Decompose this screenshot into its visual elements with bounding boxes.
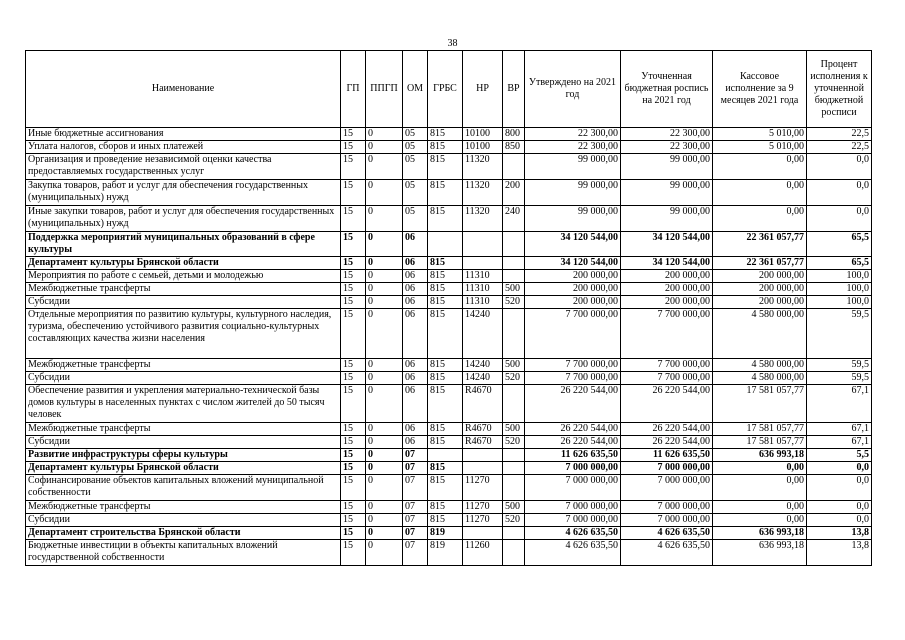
table-row [26,501,872,514]
cell-name: Софинансирование объектов капитальных вложений муниципальной собственности [26,475,341,501]
cell-approved: 7 000 000,00 [525,501,621,514]
table-row [26,527,872,540]
cell-percent: 67,1 [807,436,872,449]
cell-approved: 99 000,00 [525,154,621,180]
cell-gp: 15 [341,462,366,475]
cell-approved: 26 220 544,00 [525,385,621,423]
table-row [26,296,872,309]
cell-vr: 200 [503,180,525,206]
cell-ppgp: 0 [366,501,403,514]
cell-grbs: 815 [428,206,463,232]
cell-np: 10100 [463,128,503,141]
cell-gp: 15 [341,372,366,385]
cell-cash: 636 993,18 [713,540,807,566]
cell-percent: 100,0 [807,283,872,296]
cell-percent: 22,5 [807,141,872,154]
cell-approved: 200 000,00 [525,270,621,283]
cell-refined: 7 000 000,00 [621,462,713,475]
cell-percent: 0,0 [807,462,872,475]
cell-om: 05 [403,141,428,154]
cell-cash: 0,00 [713,206,807,232]
cell-om: 06 [403,232,428,257]
table-row [26,206,872,232]
cell-vr: 500 [503,283,525,296]
table-row [26,180,872,206]
cell-gp: 15 [341,180,366,206]
cell-np [463,527,503,540]
cell-refined: 26 220 544,00 [621,385,713,423]
header-grbs: ГРБС [428,51,463,128]
cell-refined: 200 000,00 [621,283,713,296]
cell-grbs: 815 [428,296,463,309]
cell-name: Департамент культуры Брянской области [26,462,341,475]
cell-vr: 520 [503,372,525,385]
cell-percent: 67,1 [807,385,872,423]
cell-vr [503,270,525,283]
cell-cash: 22 361 057,77 [713,257,807,270]
cell-ppgp: 0 [366,180,403,206]
cell-vr [503,257,525,270]
cell-refined: 34 120 544,00 [621,232,713,257]
cell-refined: 4 626 635,50 [621,527,713,540]
cell-np: 11310 [463,283,503,296]
cell-name: Межбюджетные трансферты [26,359,341,372]
cell-om: 07 [403,514,428,527]
cell-om: 07 [403,501,428,514]
cell-ppgp: 0 [366,449,403,462]
cell-gp: 15 [341,154,366,180]
cell-gp: 15 [341,206,366,232]
cell-approved: 26 220 544,00 [525,436,621,449]
cell-cash: 0,00 [713,475,807,501]
cell-name: Организация и проведение независимой оценки качества предоставляемых государственных услуг [26,154,341,180]
cell-ppgp: 0 [366,527,403,540]
table-row [26,372,872,385]
cell-refined: 22 300,00 [621,141,713,154]
cell-approved: 7 000 000,00 [525,514,621,527]
cell-grbs: 815 [428,309,463,359]
cell-approved: 200 000,00 [525,296,621,309]
cell-vr [503,449,525,462]
cell-om: 06 [403,385,428,423]
table-row [26,232,872,257]
cell-approved: 7 000 000,00 [525,462,621,475]
cell-percent: 0,0 [807,514,872,527]
cell-percent: 5,5 [807,449,872,462]
cell-np [463,462,503,475]
cell-approved: 22 300,00 [525,141,621,154]
header-np: НР [463,51,503,128]
cell-name: Уплата налогов, сборов и иных платежей [26,141,341,154]
cell-np [463,257,503,270]
header-vr: ВР [503,51,525,128]
cell-cash: 0,00 [713,154,807,180]
cell-om: 06 [403,423,428,436]
cell-approved: 22 300,00 [525,128,621,141]
header-cash: Кассовое исполнение за 9 месяцев 2021 года [713,51,807,128]
page-number: 38 [447,38,458,49]
table-row [26,423,872,436]
cell-vr [503,385,525,423]
cell-refined: 99 000,00 [621,154,713,180]
cell-vr: 500 [503,423,525,436]
cell-gp: 15 [341,385,366,423]
cell-grbs: 815 [428,423,463,436]
cell-name: Субсидии [26,372,341,385]
cell-gp: 15 [341,475,366,501]
cell-gp: 15 [341,283,366,296]
cell-cash: 200 000,00 [713,270,807,283]
header-row [26,51,872,128]
cell-refined: 200 000,00 [621,296,713,309]
cell-vr [503,154,525,180]
cell-cash: 5 010,00 [713,141,807,154]
header-ppgp: ППГП [366,51,403,128]
cell-om: 07 [403,449,428,462]
table-row [26,141,872,154]
cell-np: 11270 [463,501,503,514]
cell-percent: 59,5 [807,309,872,359]
cell-percent: 13,8 [807,540,872,566]
cell-approved: 200 000,00 [525,283,621,296]
cell-refined: 4 626 635,50 [621,540,713,566]
cell-grbs: 815 [428,462,463,475]
cell-cash: 636 993,18 [713,449,807,462]
cell-ppgp: 0 [366,257,403,270]
cell-gp: 15 [341,270,366,283]
cell-om: 06 [403,436,428,449]
cell-ppgp: 0 [366,309,403,359]
cell-name: Субсидии [26,514,341,527]
cell-name: Субсидии [26,436,341,449]
cell-om: 06 [403,296,428,309]
table-row [26,514,872,527]
cell-name: Развитие инфраструктуры сферы культуры [26,449,341,462]
cell-grbs: 815 [428,436,463,449]
cell-om: 06 [403,257,428,270]
cell-approved: 7 700 000,00 [525,372,621,385]
cell-np: 14240 [463,372,503,385]
cell-grbs: 815 [428,372,463,385]
table-row [26,540,872,566]
cell-ppgp: 0 [366,372,403,385]
cell-gp: 15 [341,514,366,527]
cell-ppgp: 0 [366,385,403,423]
cell-name: Обеспечение развития и укрепления материально-технической базы домов культуры в населенных пунктах с числом жителей до 50 тысяч человек [26,385,341,423]
cell-ppgp: 0 [366,514,403,527]
cell-np: 11310 [463,296,503,309]
cell-om: 05 [403,180,428,206]
cell-grbs: 815 [428,154,463,180]
cell-gp: 15 [341,501,366,514]
cell-om: 06 [403,359,428,372]
cell-cash: 17 581 057,77 [713,385,807,423]
cell-np [463,232,503,257]
cell-np: 11260 [463,540,503,566]
cell-np: 11320 [463,206,503,232]
cell-grbs: 815 [428,359,463,372]
cell-cash: 636 993,18 [713,527,807,540]
cell-gp: 15 [341,423,366,436]
cell-percent: 59,5 [807,372,872,385]
cell-ppgp: 0 [366,359,403,372]
cell-refined: 26 220 544,00 [621,436,713,449]
table-row [26,154,872,180]
cell-name: Межбюджетные трансферты [26,283,341,296]
cell-vr: 520 [503,514,525,527]
cell-vr [503,527,525,540]
cell-refined: 34 120 544,00 [621,257,713,270]
cell-vr: 850 [503,141,525,154]
cell-refined: 7 700 000,00 [621,359,713,372]
cell-percent: 100,0 [807,270,872,283]
cell-refined: 200 000,00 [621,270,713,283]
cell-name: Межбюджетные трансферты [26,423,341,436]
cell-vr [503,475,525,501]
cell-approved: 34 120 544,00 [525,232,621,257]
cell-np: R4670 [463,385,503,423]
cell-cash: 4 580 000,00 [713,372,807,385]
cell-gp: 15 [341,359,366,372]
cell-name: Бюджетные инвестиции в объекты капитальных вложений государственной собственности [26,540,341,566]
cell-ppgp: 0 [366,206,403,232]
cell-refined: 7 700 000,00 [621,372,713,385]
header-refined: Уточненная бюджетная роспись на 2021 год [621,51,713,128]
cell-name: Субсидии [26,296,341,309]
cell-grbs: 815 [428,141,463,154]
cell-np: 11320 [463,180,503,206]
table-body [26,128,872,566]
cell-om: 07 [403,540,428,566]
cell-grbs: 815 [428,257,463,270]
cell-refined: 22 300,00 [621,128,713,141]
cell-np: 11270 [463,514,503,527]
cell-cash: 17 581 057,77 [713,436,807,449]
cell-percent: 59,5 [807,359,872,372]
cell-gp: 15 [341,436,366,449]
cell-grbs: 815 [428,128,463,141]
cell-percent: 0,0 [807,154,872,180]
header-name: Наименование [26,51,341,128]
cell-refined: 7 000 000,00 [621,475,713,501]
cell-gp: 15 [341,257,366,270]
cell-grbs: 815 [428,180,463,206]
cell-percent: 13,8 [807,527,872,540]
cell-gp: 15 [341,540,366,566]
cell-approved: 4 626 635,50 [525,527,621,540]
table-row [26,359,872,372]
cell-om: 07 [403,462,428,475]
header-om: ОМ [403,51,428,128]
cell-name: Иные бюджетные ассигнования [26,128,341,141]
cell-np [463,449,503,462]
cell-om: 07 [403,475,428,501]
cell-approved: 99 000,00 [525,180,621,206]
cell-percent: 0,0 [807,501,872,514]
budget-table [25,50,872,566]
cell-om: 06 [403,372,428,385]
cell-approved: 99 000,00 [525,206,621,232]
cell-ppgp: 0 [366,154,403,180]
cell-ppgp: 0 [366,475,403,501]
table-row [26,257,872,270]
cell-percent: 22,5 [807,128,872,141]
cell-approved: 34 120 544,00 [525,257,621,270]
cell-name: Иные закупки товаров, работ и услуг для обеспечения государственных (муниципальных) нужд [26,206,341,232]
header-approved: Утверждено на 2021 год [525,51,621,128]
cell-cash: 4 580 000,00 [713,309,807,359]
cell-vr [503,462,525,475]
cell-cash: 0,00 [713,462,807,475]
cell-name: Закупка товаров, работ и услуг для обеспечения государственных (муниципальных) нужд [26,180,341,206]
cell-name: Департамент культуры Брянской области [26,257,341,270]
cell-cash: 0,00 [713,180,807,206]
cell-gp: 15 [341,128,366,141]
cell-name: Мероприятия по работе с семьей, детьми и молодежью [26,270,341,283]
cell-om: 07 [403,527,428,540]
cell-grbs [428,449,463,462]
table-row [26,128,872,141]
cell-np: R4670 [463,423,503,436]
cell-approved: 11 626 635,50 [525,449,621,462]
cell-vr: 520 [503,436,525,449]
cell-om: 05 [403,206,428,232]
cell-np: 14240 [463,359,503,372]
cell-np: 11270 [463,475,503,501]
cell-gp: 15 [341,232,366,257]
cell-percent: 0,0 [807,206,872,232]
cell-gp: 15 [341,449,366,462]
cell-name: Поддержка мероприятий муниципальных образований в сфере культуры [26,232,341,257]
cell-np: 14240 [463,309,503,359]
cell-gp: 15 [341,527,366,540]
cell-refined: 7 700 000,00 [621,309,713,359]
cell-grbs: 815 [428,385,463,423]
cell-grbs: 815 [428,270,463,283]
cell-ppgp: 0 [366,283,403,296]
cell-refined: 26 220 544,00 [621,423,713,436]
cell-om: 06 [403,309,428,359]
cell-percent: 65,5 [807,232,872,257]
cell-percent: 65,5 [807,257,872,270]
cell-refined: 99 000,00 [621,180,713,206]
table-row [26,436,872,449]
cell-approved: 7 700 000,00 [525,359,621,372]
cell-gp: 15 [341,309,366,359]
cell-approved: 7 000 000,00 [525,475,621,501]
cell-grbs: 815 [428,501,463,514]
cell-om: 06 [403,283,428,296]
table-row [26,462,872,475]
cell-grbs: 819 [428,540,463,566]
cell-ppgp: 0 [366,141,403,154]
cell-percent: 0,0 [807,180,872,206]
cell-percent: 67,1 [807,423,872,436]
cell-grbs: 815 [428,514,463,527]
cell-refined: 11 626 635,50 [621,449,713,462]
cell-ppgp: 0 [366,128,403,141]
cell-ppgp: 0 [366,423,403,436]
cell-ppgp: 0 [366,270,403,283]
cell-vr: 800 [503,128,525,141]
cell-ppgp: 0 [366,436,403,449]
cell-name: Межбюджетные трансферты [26,501,341,514]
cell-om: 05 [403,128,428,141]
cell-grbs: 815 [428,283,463,296]
table-row [26,449,872,462]
cell-percent: 0,0 [807,475,872,501]
cell-vr [503,309,525,359]
cell-vr: 520 [503,296,525,309]
cell-vr [503,232,525,257]
cell-np: 11310 [463,270,503,283]
cell-ppgp: 0 [366,296,403,309]
table-row [26,385,872,423]
cell-cash: 0,00 [713,501,807,514]
table-row [26,270,872,283]
cell-vr: 240 [503,206,525,232]
cell-gp: 15 [341,296,366,309]
cell-refined: 7 000 000,00 [621,514,713,527]
header-percent: Процент исполнения к уточненной бюджетной росписи [807,51,872,128]
cell-approved: 7 700 000,00 [525,309,621,359]
table-row [26,283,872,296]
cell-om: 06 [403,270,428,283]
cell-approved: 26 220 544,00 [525,423,621,436]
cell-grbs [428,232,463,257]
cell-name: Департамент строительства Брянской области [26,527,341,540]
cell-grbs: 819 [428,527,463,540]
cell-cash: 5 010,00 [713,128,807,141]
cell-refined: 7 000 000,00 [621,501,713,514]
table-row [26,475,872,501]
cell-cash: 4 580 000,00 [713,359,807,372]
cell-name: Отдельные мероприятия по развитию культуры, культурного наследия, туризма, обеспечению устойчивого развития социально-культурных составляющих качества жизни населения [26,309,341,359]
cell-cash: 17 581 057,77 [713,423,807,436]
cell-vr: 500 [503,501,525,514]
table-row [26,309,872,359]
cell-np: R4670 [463,436,503,449]
header-gp: ГП [341,51,366,128]
cell-ppgp: 0 [366,232,403,257]
cell-cash: 22 361 057,77 [713,232,807,257]
cell-vr [503,540,525,566]
cell-ppgp: 0 [366,462,403,475]
cell-ppgp: 0 [366,540,403,566]
cell-approved: 4 626 635,50 [525,540,621,566]
cell-percent: 100,0 [807,296,872,309]
cell-gp: 15 [341,141,366,154]
cell-cash: 200 000,00 [713,283,807,296]
cell-cash: 0,00 [713,514,807,527]
cell-om: 05 [403,154,428,180]
cell-cash: 200 000,00 [713,296,807,309]
cell-np: 11320 [463,154,503,180]
cell-refined: 99 000,00 [621,206,713,232]
cell-grbs: 815 [428,475,463,501]
cell-vr: 500 [503,359,525,372]
cell-np: 10100 [463,141,503,154]
